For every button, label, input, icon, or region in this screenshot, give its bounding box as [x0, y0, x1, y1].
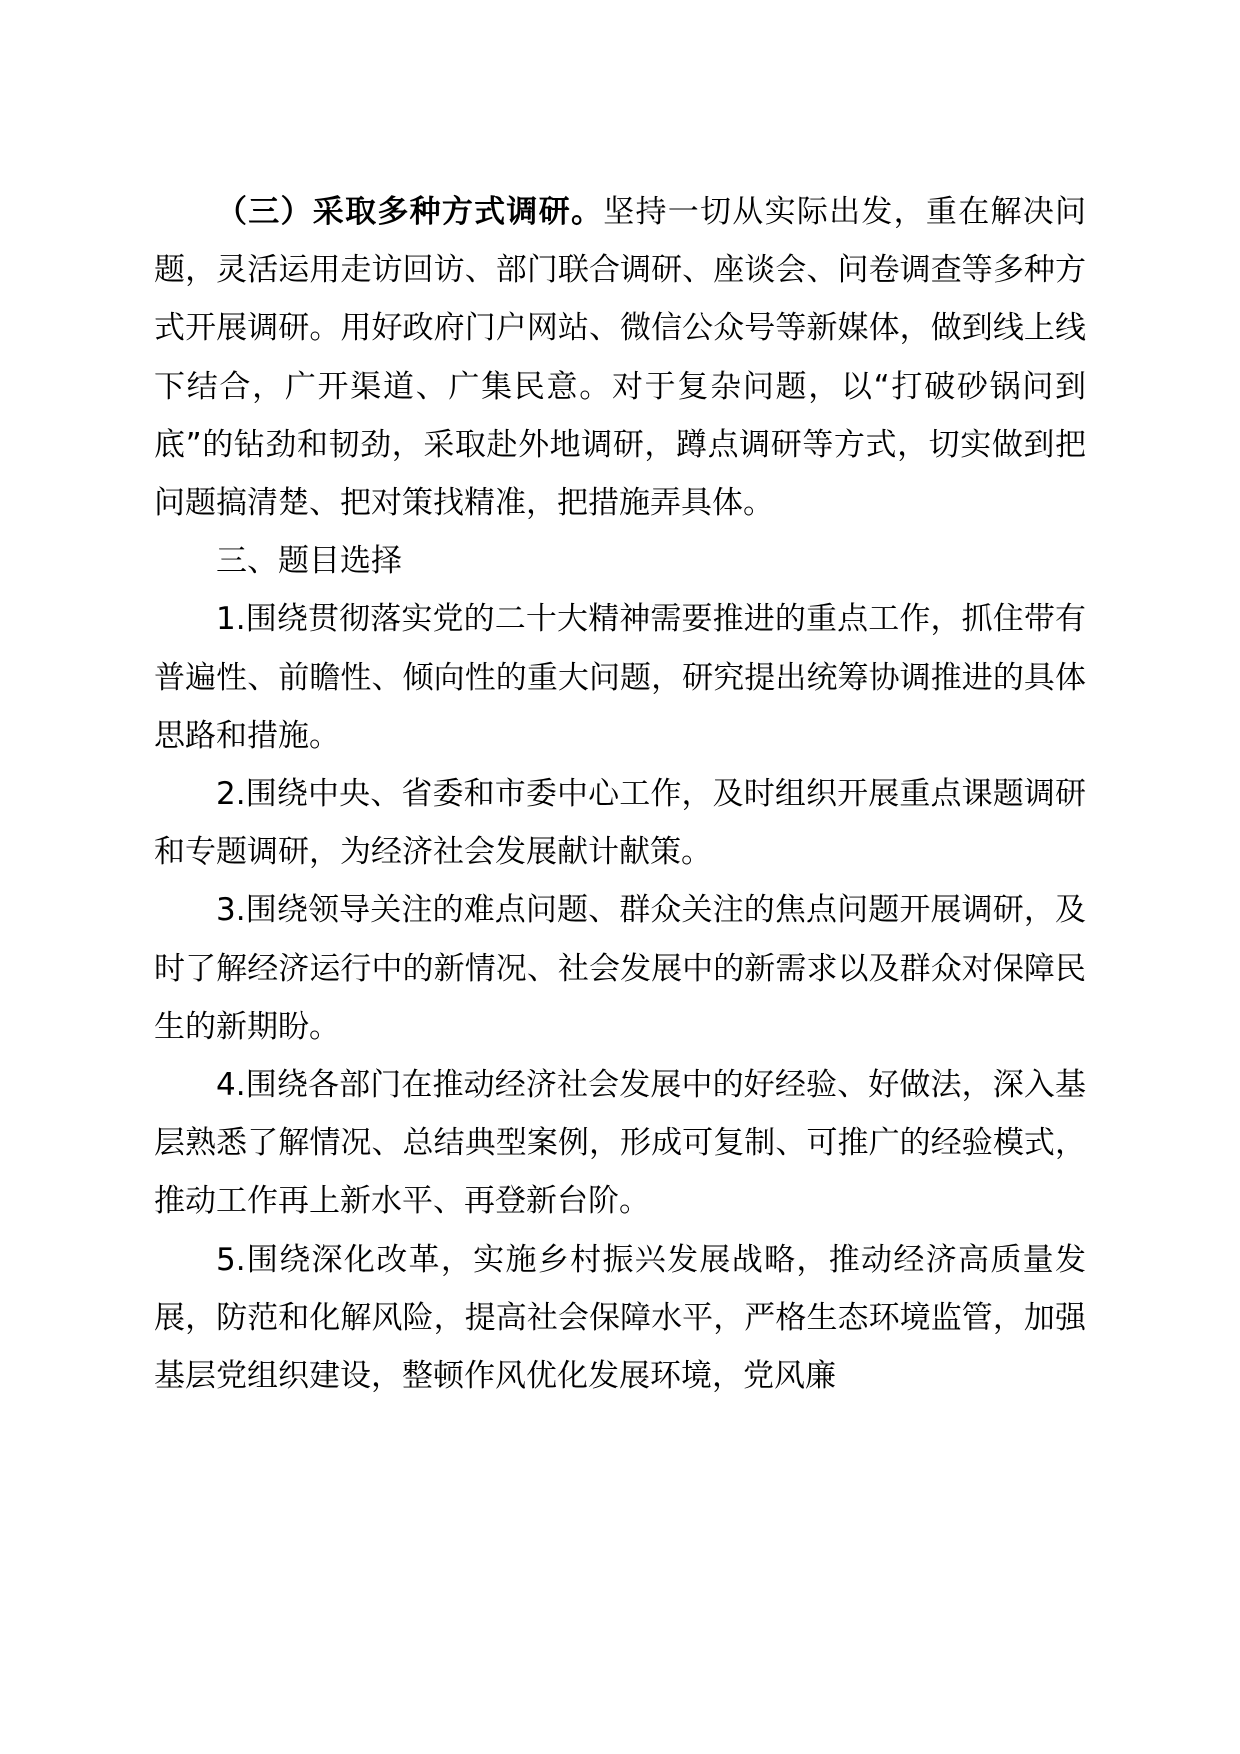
list-item-1: 1.围绕贯彻落实党的二十大精神需要推进的重点工作，抓住带有普遍性、前瞻性、倾向性的重大问题，研究提出统筹协调推进的具体思路和措施。: [154, 601, 1086, 754]
paragraph-body: 坚持一切从实际出发，重在解决问题，灵活运用走访回访、部门联合调研、座谈会、问卷调查等多种方式开展调研。用好政府门户网站、微信公众号等新媒体，做到线上线下结合，广开渠道、广集民意。对于复杂问题，以“打破砂锅问到底”的钻劲和韧劲，采取赴外地调研，蹲点调研等方式，切实做到把问题搞清楚、把对策找精准，把措施弄具体。: [154, 194, 1087, 522]
paragraph-lead-heading: （三）采取多种方式调研。: [216, 194, 604, 230]
list-item-5: 5.围绕深化改革，实施乡村振兴发展战略，推动经济高质量发展，防范和化解风险，提高社会保障水平，严格生态环境监管，加强基层党组织建设，整顿作风优化发展环境，党风廉: [154, 1241, 1086, 1395]
list-item-3: 3.围绕领导关注的难点问题、群众关注的焦点问题开展调研，及时了解经济运行中的新情况、社会发展中的新需求以及群众对保障民生的新期盼。: [154, 892, 1086, 1045]
list-item-4: 4.围绕各部门在推动经济社会发展中的好经验、好做法，深入基层熟悉了解情况、总结典型案例，形成可复制、可推广的经验模式，推动工作再上新水平、再登新台阶。: [154, 1067, 1086, 1220]
list-item-2: 2.围绕中央、省委和市委中心工作，及时组织开展重点课题调研和专题调研，为经济社会发展献计献策。: [154, 776, 1086, 871]
section-heading-topic-selection: 三、题目选择: [216, 543, 402, 580]
document-page: [154, 183, 1086, 1405]
paragraph-research-methods: [154, 183, 1086, 532]
